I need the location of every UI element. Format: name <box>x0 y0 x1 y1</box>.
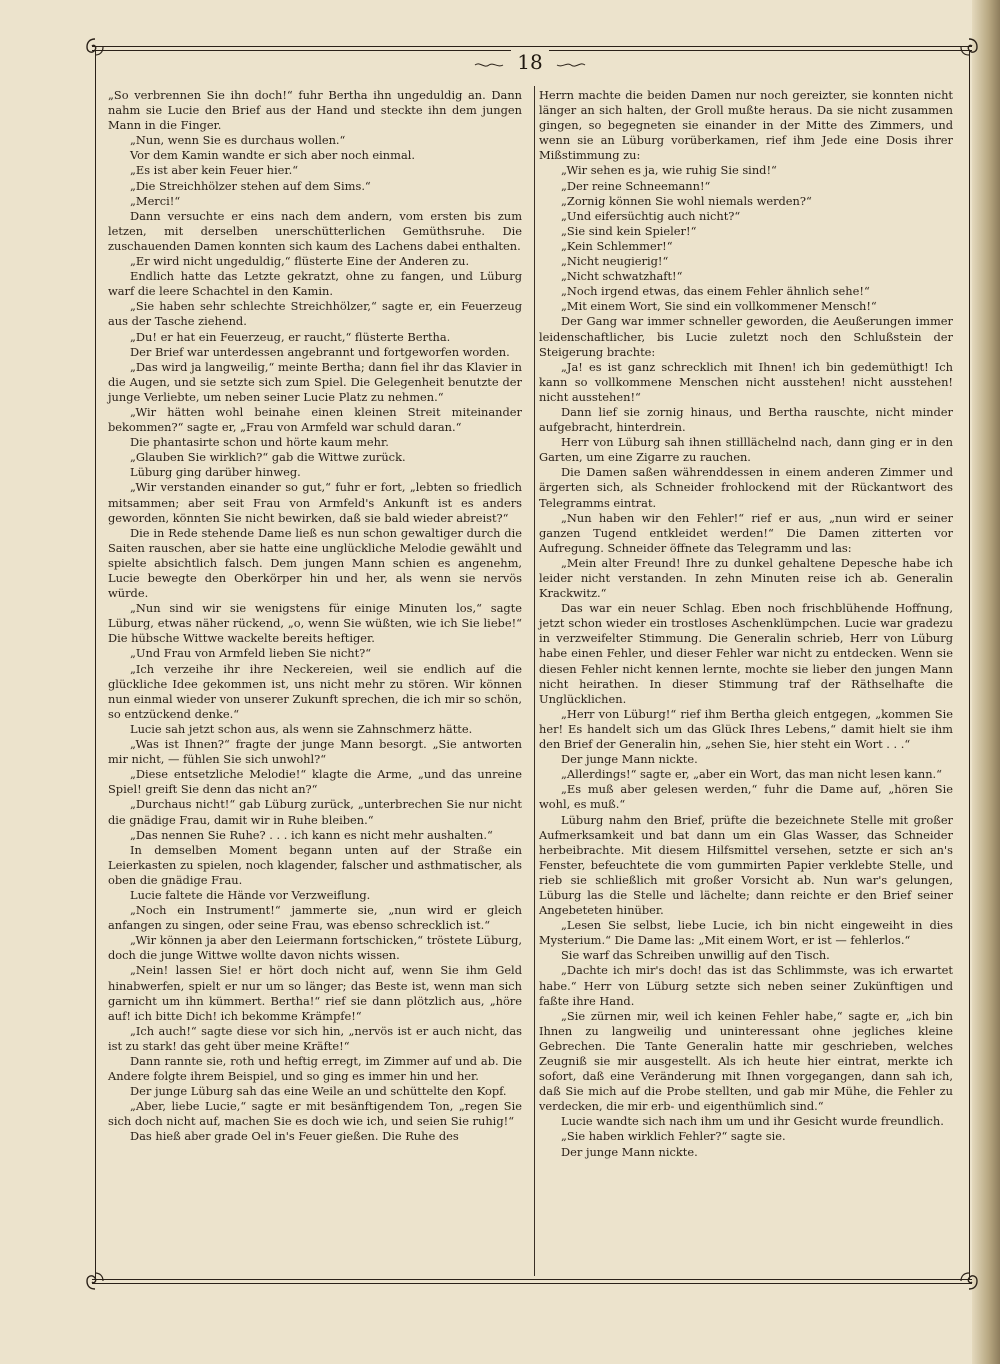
paragraph: „Die Streichhölzer stehen auf dem Sims.“ <box>130 178 371 193</box>
paragraph: „Sie haben sehr schlechte Streichhölzer,“ sagte er, ein Feuerzeug aus der Tasche ziehend. <box>108 299 522 329</box>
paragraph: Lucie faltete die Hände vor Verzweiflung. <box>130 887 371 902</box>
paragraph: Lüburg nahm den Brief, prüfte die bezeichnete Stelle mit großer Aufmerksamkeit und bat dann um ein Glas Wasser, das Schneider herbeibrachte. Mit diesem Hilfsmittel versehen, setzte er sich an's Fenster, befeuchtete die vom gummirten Papier verklebte Stelle, und rieb sie schließlich mit großer Vorsicht ab. Nun war's gelungen, Lüburg las die Stelle und lächelte; dann reichte er den Brief seiner Angebeteten hinüber. <box>539 812 953 918</box>
paragraph: „Und Frau von Armfeld lieben Sie nicht?“ <box>130 646 372 661</box>
paragraph: „Der reine Schneemann!“ <box>561 178 711 193</box>
paragraph: „Nein! lassen Sie! er hört doch nicht auf, wenn Sie ihm Geld hinabwerfen, spielt er nur um so länger; das Beste ist, wenn man sich garnicht um ihn kümmert. Bertha!“ rief sie dann plötzlich aus, „höre auf! ich bitte Dich! ich bekomme Krämpfe!“ <box>108 963 522 1023</box>
paragraph: Lüburg ging darüber hinweg. <box>130 465 301 480</box>
paragraph: „Wir hätten wohl beinahe einen kleinen Streit miteinander bekommen?“ sagte er, „Frau von Armfeld war schuld daran.“ <box>108 404 522 435</box>
paragraph: „Er wird nicht ungeduldig,“ flüsterte Eine der Anderen zu. <box>130 254 470 269</box>
paragraph: „Kein Schlemmer!“ <box>561 238 673 253</box>
paragraph: Die in Rede stehende Dame ließ es nun schon gewaltiger durch die Saiten rauschen, aber sie hatte eine unglückliche Melodie gewählt und spielte absichtlich falsch. Dem jungen Mann schien es angenehm, Lucie bewegte den Oberkörper hin und her, als wenn sie nervös würde. <box>108 525 522 601</box>
paragraph: Der junge Mann nickte. <box>561 752 698 767</box>
paragraph: „Sie sind kein Spieler!“ <box>561 223 697 238</box>
paragraph: „Nun, wenn Sie es durchaus wollen.“ <box>130 133 346 148</box>
corner-ornament-icon <box>958 1270 980 1292</box>
paragraph: Herrn machte die beiden Damen nur noch gereizter, sie konnten nicht länger an sich halten, der Groll mußte heraus. Da sie nicht zusammen gingen, so begegneten sie einander in der Mitte des Zimmers, und wenn sie an Lüburg vorüberkamen, rief ihm Jede eine Dosis ihrer Mißstimmung zu: <box>539 88 953 163</box>
paragraph: „Du! er hat ein Feuerzeug, er raucht,“ flüsterte Bertha. <box>130 329 451 344</box>
paragraph: „Es ist aber kein Feuer hier.“ <box>130 163 299 178</box>
bottom-border-rule-thin <box>92 1283 972 1284</box>
paragraph: Das war ein neuer Schlag. Eben noch frischblühende Hoffnung, jetzt schon wieder ein trostloses Aschenklümpchen. Lucie war gradezu in verzweifelter Stimmung. Die Generalin schrieb, Herr von Lüburg habe einen Fehler, und dieser Fehler war nicht zu entdecken. Wenn sie diesen Fehler nicht kennen lernte, mochte sie lieber den jungen Mann nicht heirathen. In dieser Stimmung traf der Räthselhafte die Unglücklichen. <box>539 601 953 706</box>
paragraph: Dann rannte sie, roth und heftig erregt, im Zimmer auf und ab. Die Andere folgte ihrem Beispiel, und so ging es immer hin und her. <box>108 1054 522 1084</box>
paragraph: „Wir können ja aber den Leiermann fortschicken,“ tröstete Lüburg, doch die junge Wittwe wollte davon nichts wissen. <box>108 933 522 963</box>
paragraph: „Dachte ich mir's doch! das ist das Schlimmste, was ich erwartet habe.“ Herr von Lüburg setzte sich neben seiner Zukünftigen und faßte ihre Hand. <box>539 963 953 1008</box>
paragraph: „Nun sind wir sie wenigstens für einige Minuten los,“ sagte Lüburg, etwas näher rückend, „o, wenn Sie wüßten, wie ich Sie liebe!“ Die hübsche Wittwe wackelte bereits heftiger. <box>108 601 522 646</box>
paragraph: Die Damen saßen währenddessen in einem anderen Zimmer und ärgerten sich, als Schneider frohlockend mit der Rückantwort des Telegramms eintrat. <box>539 465 953 510</box>
page-gutter-shadow <box>972 0 1000 1364</box>
paragraph: „Wir verstanden einander so gut,“ fuhr er fort, „lebten so friedlich mitsammen; aber seit Frau von Armfeld's Ankunft ist es anders geworden, könnten Sie nicht bewirken, daß sie bald wieder abreist?“ <box>108 480 522 525</box>
paragraph: Dann lief sie zornig hinaus, und Bertha rauschte, nicht minder aufgebracht, hinterdrein. <box>539 404 953 435</box>
paragraph: Sie warf das Schreiben unwillig auf den Tisch. <box>561 948 830 963</box>
paragraph: „Noch irgend etwas, das einem Fehler ähnlich sehe!“ <box>561 284 870 299</box>
paragraph: Vor dem Kamin wandte er sich aber noch einmal. <box>130 148 415 163</box>
paragraph: In demselben Moment begann unten auf der Straße ein Leierkasten zu spielen, noch klagender, falscher und asthmatischer, als oben die gnädige Frau. <box>108 842 522 887</box>
left-border-rule <box>95 50 96 1279</box>
paragraph: „Zornig können Sie wohl niemals werden?“ <box>561 193 812 208</box>
paragraph: „Ich verzeihe ihr ihre Neckereien, weil sie endlich auf die glückliche Idee gekommen ist, uns nicht mehr zu stören. Wir können nun einmal wieder von unserer Zukunft sprechen, die ich mir so schön, so entzückend denke.“ <box>108 661 522 721</box>
paragraph: „Das wird ja langweilig,“ meinte Bertha; dann fiel ihr das Klavier in die Augen, und sie setzte sich zum Spiel. Die Gelegenheit benutzte der junge Verliebte, um neben seiner Lucie Platz zu nehmen.“ <box>108 359 522 404</box>
paragraph: „Nicht schwatzhaft!“ <box>561 269 683 284</box>
paragraph: Das hieß aber grade Oel in's Feuer gießen. Die Ruhe des <box>130 1129 459 1144</box>
paragraph: „Ja! es ist ganz schrecklich mit Ihnen! ich bin gedemüthigt! Ich kann so vollkommene Menschen nicht ausstehen! nicht ausstehen! nicht ausstehen!“ <box>539 359 953 404</box>
paragraph: „Sie zürnen mir, weil ich keinen Fehler habe,“ sagte er, „ich bin Ihnen zu langweilig und uninteressant ohne jegliches kleine Gebrechen. Die Tante Generalin hatte mir geschrieben, welches Zeugniß sie mir ausgestellt. Als ich heute hier eintrat, merkte ich sofort, daß eine Veränderung mit Ihnen vorgegangen, dann sah ich, daß Sie mich auf die Probe stellten, und gab mir Mühe, die Fehler zu verdecken, die mir erb- und eigenthümlich sind.“ <box>539 1008 953 1114</box>
paragraph: „Allerdings!“ sagte er, „aber ein Wort, das man nicht lesen kann.“ <box>561 767 942 782</box>
paragraph: Herr von Lüburg sah ihnen stilllächelnd nach, dann ging er in den Garten, um eine Zigarre zu rauchen. <box>539 435 953 465</box>
paragraph: „Herr von Lüburg!“ rief ihm Bertha gleich entgegen, „kommen Sie her! Es handelt sich um das Glück Ihres Lebens,“ damit hielt sie ihm den Brief der Generalin hin, „sehen Sie, hier steht ein Wort . . .“ <box>539 706 953 752</box>
corner-ornament-icon <box>84 36 106 58</box>
paragraph: „Lesen Sie selbst, liebe Lucie, ich bin nicht eingeweiht in dies Mysterium.“ Die Dame las: „Mit einem Wort, er ist — fehlerlos.“ <box>539 918 953 948</box>
right-text-column <box>539 88 953 1160</box>
flourish-left-icon <box>474 61 504 69</box>
flourish-right-icon <box>556 61 586 69</box>
paragraph: „Aber, liebe Lucie,“ sagte er mit besänftigendem Ton, „regen Sie sich doch nicht auf, machen Sie es doch wie ich, und seien Sie ruhig!“ <box>108 1099 522 1129</box>
paragraph: Die phantasirte schon und hörte kaum mehr. <box>130 435 389 450</box>
right-border-rule <box>969 50 970 1279</box>
paragraph: „Durchaus nicht!“ gab Lüburg zurück, „unterbrechen Sie nur nicht die gnädige Frau, damit wir in Ruhe bleiben.“ <box>108 797 522 827</box>
paragraph: Der junge Mann nickte. <box>561 1144 698 1159</box>
paragraph: „Ich auch!“ sagte diese vor sich hin, „nervös ist er auch nicht, das ist zu stark! das geht über meine Kräfte!“ <box>108 1023 522 1053</box>
paragraph: Dann versuchte er eins nach dem andern, vom ersten bis zum letzen, mit derselben unerschütterlichen Gemüthsruhe. Die zuschauenden Damen konnten sich kaum des Lachens dabei enthalten. <box>108 208 522 253</box>
paragraph: „Nun haben wir den Fehler!“ rief er aus, „nun wird er seiner ganzen Tugend entkleidet werden!“ Die Damen zitterten vor Aufregung. Schneider öffnete das Telegramm und las: <box>539 510 953 555</box>
paragraph: „Glauben Sie wirklich?“ gab die Wittwe zurück. <box>130 450 406 465</box>
page-header <box>470 49 590 77</box>
paragraph: „Es muß aber gelesen werden,“ fuhr die Dame auf, „hören Sie wohl, es muß.“ <box>539 782 953 812</box>
paragraph: „Diese entsetzliche Melodie!“ klagte die Arme, „und das unreine Spiel! greift Sie denn das nicht an?“ <box>108 767 522 797</box>
paragraph: „So verbrennen Sie ihn doch!“ fuhr Bertha ihn ungeduldig an. Dann nahm sie Lucie den Brief aus der Hand und steckte ihn dem jungen Mann in die Finger. <box>108 88 522 133</box>
bottom-border-rule <box>92 1279 972 1280</box>
paragraph: „Und eifersüchtig auch nicht?“ <box>561 208 741 223</box>
corner-ornament-icon <box>84 1270 106 1292</box>
paragraph: Lucie sah jetzt schon aus, als wenn sie Zahnschmerz hätte. <box>130 721 473 736</box>
paragraph: „Nicht neugierig!“ <box>561 254 669 269</box>
paragraph: „Wir sehen es ja, wie ruhig Sie sind!“ <box>561 163 777 178</box>
corner-ornament-icon <box>958 36 980 58</box>
paragraph: „Was ist Ihnen?“ fragte der junge Mann besorgt. „Sie antworten mir nicht, — fühlen Sie sich unwohl?“ <box>108 737 522 767</box>
column-divider <box>534 86 535 1276</box>
left-text-column <box>108 88 522 1145</box>
paragraph: Der Gang war immer schneller geworden, die Aeußerungen immer leidenschaftlicher, bis Lucie zuletzt noch den Schlußstein der Steigerung brachte: <box>539 314 953 359</box>
paragraph: „Sie haben wirklich Fehler?“ sagte sie. <box>561 1129 786 1144</box>
paragraph: „Mein alter Freund! Ihre zu dunkel gehaltene Depesche habe ich leider nicht verstanden. In zehn Minuten reise ich ab. Generalin Krackwitz.“ <box>539 555 953 601</box>
paragraph: „Das nennen Sie Ruhe? . . . ich kann es nicht mehr aushalten.“ <box>130 827 493 842</box>
paragraph: „Merci!“ <box>130 193 181 208</box>
paragraph: „Mit einem Wort, Sie sind ein vollkommener Mensch!“ <box>561 299 877 314</box>
paragraph: „Noch ein Instrument!“ jammerte sie, „nun wird er gleich anfangen zu singen, oder seine Frau, was ebenso schrecklich ist.“ <box>108 903 522 933</box>
paragraph: Der Brief war unterdessen angebrannt und fortgeworfen worden. <box>130 344 510 359</box>
paragraph: Der junge Lüburg sah das eine Weile an und schüttelte den Kopf. <box>130 1084 507 1099</box>
paragraph: Endlich hatte das Letzte gekratzt, ohne zu fangen, und Lüburg warf die leere Schachtel in den Kamin. <box>108 269 522 299</box>
paragraph: Lucie wandte sich nach ihm um und ihr Gesicht wurde freundlich. <box>561 1114 944 1129</box>
top-border-rule <box>92 46 972 47</box>
page-number: 18 <box>511 50 548 74</box>
